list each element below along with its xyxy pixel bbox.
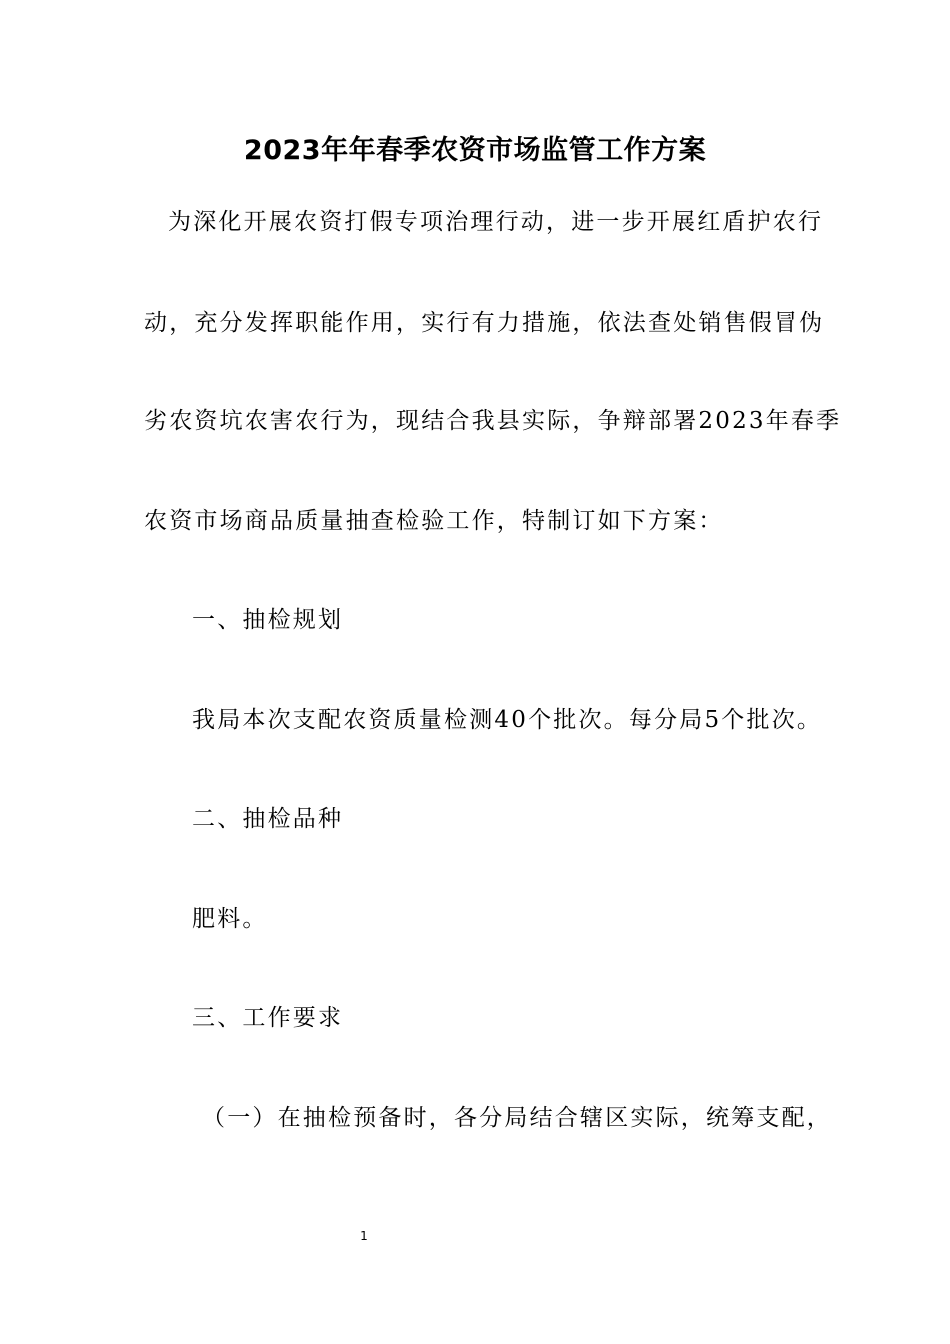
section1-body: 我局本次支配农资质量检测40个批次。每分局5个批次。 [192,707,823,733]
paragraph-line-3: 劣农资坑农害农行为，现结合我县实际，争辩部署2023年春季 [144,408,842,434]
section3-heading: 三、工作要求 [192,1005,344,1031]
paragraph-line-4: 农资市场商品质量抽查检验工作，特制订如下方案： [144,508,724,534]
document-title: 2023年年春季农资市场监管工作方案 [243,135,707,166]
paragraph-line-2: 动，充分发挥职能作用，实行有力措施，依法查处销售假冒伪 [144,310,825,336]
section2-body: 肥料。 [192,906,268,932]
section3-item-1: （一）在抽检预备时，各分局结合辖区实际，统筹支配， [202,1105,832,1131]
section2-heading: 二、抽检品种 [192,806,344,832]
section1-heading: 一、抽检规划 [192,607,344,633]
page-number: 1 [360,1229,368,1243]
paragraph-line-1: 为深化开展农资打假专项治理行动，进一步开展红盾护农行 [168,209,824,235]
